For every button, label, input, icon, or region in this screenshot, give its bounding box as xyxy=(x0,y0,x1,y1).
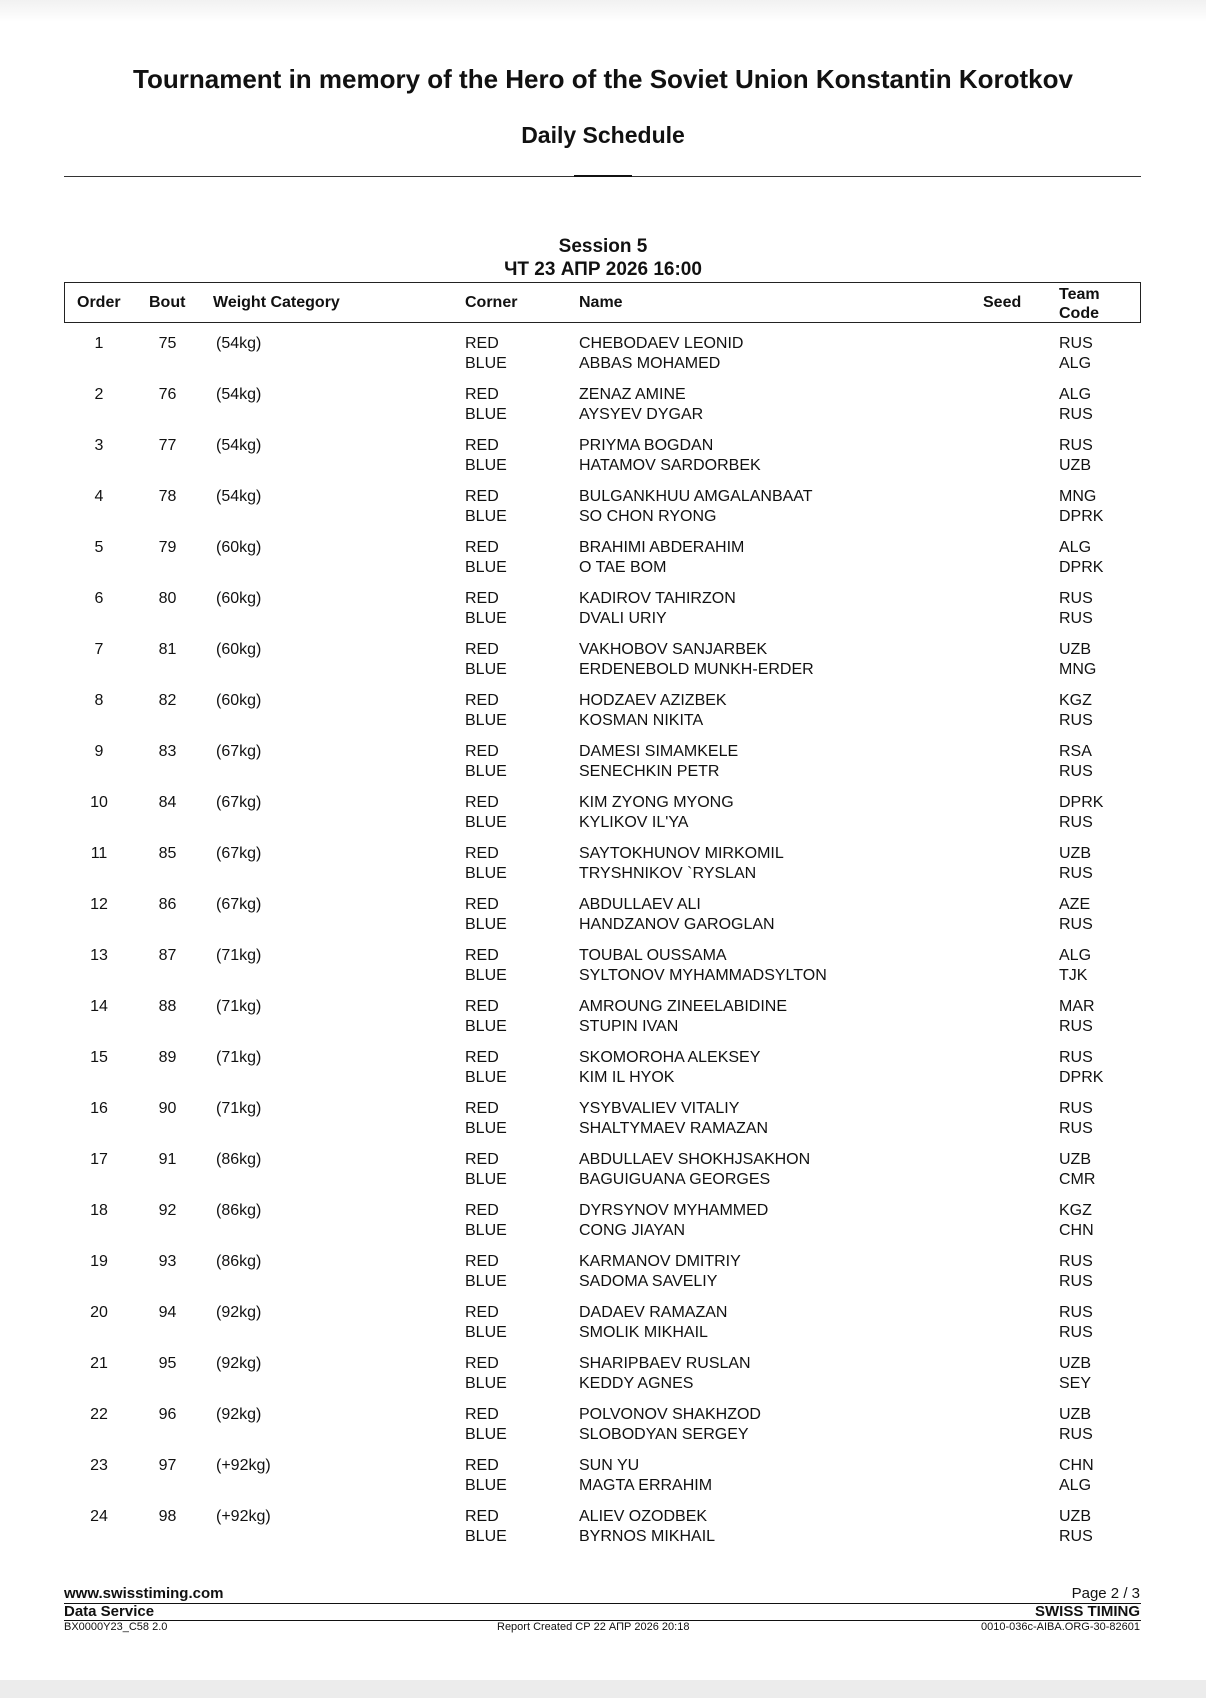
blue-team-code: ALG xyxy=(1059,355,1092,372)
red-team-code: KGZ xyxy=(1059,692,1092,709)
corner-red: RED xyxy=(465,1457,499,1474)
red-boxer-name: CHEBODAEV LEONID xyxy=(579,335,744,352)
blue-boxer-name: HANDZANOV GAROGLAN xyxy=(579,916,775,933)
footer-brand: SWISS TIMING xyxy=(1035,1603,1140,1620)
blue-team-code: UZB xyxy=(1059,457,1091,474)
column-header-weight: Weight Category xyxy=(213,294,340,311)
red-team-code: ALG xyxy=(1059,386,1092,403)
red-team-code: UZB xyxy=(1059,1151,1091,1168)
bout-number: 82 xyxy=(158,692,177,709)
corner-red: RED xyxy=(465,845,499,862)
red-boxer-name: KIM ZYONG MYONG xyxy=(579,794,734,811)
weight-category: (54kg) xyxy=(216,335,262,352)
table-row xyxy=(0,1403,1206,1454)
weight-category: (71kg) xyxy=(216,1100,262,1117)
table-row xyxy=(0,1352,1206,1403)
weight-category: (60kg) xyxy=(216,590,262,607)
red-team-code: RUS xyxy=(1059,1049,1093,1066)
weight-category: (71kg) xyxy=(216,998,262,1015)
blue-boxer-name: SMOLIK MIKHAIL xyxy=(579,1324,708,1341)
bout-order: 7 xyxy=(94,641,104,658)
bout-number: 76 xyxy=(158,386,177,403)
red-boxer-name: DADAEV RAMAZAN xyxy=(579,1304,728,1321)
bout-number: 92 xyxy=(158,1202,177,1219)
corner-blue: BLUE xyxy=(465,916,507,933)
bout-order: 6 xyxy=(94,590,104,607)
blue-boxer-name: AYSYEV DYGAR xyxy=(579,406,704,423)
table-row xyxy=(0,434,1206,485)
bout-number: 94 xyxy=(158,1304,177,1321)
bout-order: 24 xyxy=(90,1508,108,1525)
red-boxer-name: ALIEV OZODBEK xyxy=(579,1508,708,1525)
corner-red: RED xyxy=(465,1253,499,1270)
bout-number: 79 xyxy=(158,539,177,556)
bout-order: 12 xyxy=(90,896,108,913)
corner-red: RED xyxy=(465,947,499,964)
page-subtitle: Daily Schedule xyxy=(521,122,685,148)
blue-team-code: DPRK xyxy=(1059,1069,1104,1086)
blue-boxer-name: SENECHKIN PETR xyxy=(579,763,720,780)
blue-boxer-name: SLOBODYAN SERGEY xyxy=(579,1426,749,1443)
column-header-team-code xyxy=(1059,285,1100,323)
footer-url[interactable]: www.swisstiming.com xyxy=(64,1585,224,1602)
corner-blue: BLUE xyxy=(465,1171,507,1188)
blue-team-code: RUS xyxy=(1059,763,1093,780)
corner-blue: BLUE xyxy=(465,1426,507,1443)
corner-red: RED xyxy=(465,1049,499,1066)
corner-blue: BLUE xyxy=(465,814,507,831)
footer-data-service: Data Service xyxy=(64,1603,155,1620)
bout-order: 11 xyxy=(90,845,108,862)
corner-red: RED xyxy=(465,488,499,505)
bout-number: 93 xyxy=(158,1253,177,1270)
corner-blue: BLUE xyxy=(465,661,507,678)
bout-order: 1 xyxy=(94,335,104,352)
corner-red: RED xyxy=(465,794,499,811)
red-team-code: ALG xyxy=(1059,947,1092,964)
weight-category: (86kg) xyxy=(216,1151,262,1168)
corner-red: RED xyxy=(465,743,499,760)
table-row xyxy=(0,383,1206,434)
bout-order: 20 xyxy=(90,1304,108,1321)
corner-blue: BLUE xyxy=(465,1222,507,1239)
red-boxer-name: DAMESI SIMAMKELE xyxy=(579,743,739,760)
blue-boxer-name: STUPIN IVAN xyxy=(579,1018,679,1035)
corner-blue: BLUE xyxy=(465,1018,507,1035)
bout-number: 77 xyxy=(158,437,177,454)
red-boxer-name: SHARIPBAEV RUSLAN xyxy=(579,1355,751,1372)
table-row xyxy=(0,485,1206,536)
session-label: Session 5 xyxy=(558,236,648,257)
blue-boxer-name: SO CHON RYONG xyxy=(579,508,717,525)
blue-boxer-name: SHALTYMAEV RAMAZAN xyxy=(579,1120,769,1137)
blue-boxer-name: CONG JIAYAN xyxy=(579,1222,686,1239)
corner-blue: BLUE xyxy=(465,457,507,474)
corner-blue: BLUE xyxy=(465,712,507,729)
blue-boxer-name: KOSMAN NIKITA xyxy=(579,712,704,729)
blue-boxer-name: SYLTONOV MYHAMMADSYLTON xyxy=(579,967,827,984)
footer-code: BX0000Y23_C58 2.0 xyxy=(64,1621,168,1633)
bout-number: 80 xyxy=(158,590,177,607)
table-row xyxy=(0,740,1206,791)
blue-team-code: DPRK xyxy=(1059,559,1104,576)
blue-team-code: TJK xyxy=(1059,967,1088,984)
blue-boxer-name: TRYSHNIKOV `RYSLAN xyxy=(579,865,757,882)
table-row xyxy=(0,536,1206,587)
table-row xyxy=(0,1199,1206,1250)
corner-blue: BLUE xyxy=(465,763,507,780)
blue-team-code: RUS xyxy=(1059,1324,1093,1341)
corner-red: RED xyxy=(465,641,499,658)
weight-category: (71kg) xyxy=(216,1049,262,1066)
blue-team-code: RUS xyxy=(1059,865,1093,882)
bout-order: 2 xyxy=(94,386,104,403)
corner-blue: BLUE xyxy=(465,406,507,423)
blue-team-code: RUS xyxy=(1059,406,1093,423)
corner-blue: BLUE xyxy=(465,610,507,627)
table-row xyxy=(0,587,1206,638)
corner-red: RED xyxy=(465,335,499,352)
corner-red: RED xyxy=(465,998,499,1015)
bout-number: 91 xyxy=(158,1151,177,1168)
bout-number: 78 xyxy=(158,488,177,505)
bout-order: 23 xyxy=(90,1457,108,1474)
red-team-code: UZB xyxy=(1059,1355,1091,1372)
bout-order: 4 xyxy=(94,488,104,505)
blue-boxer-name: ABBAS MOHAMED xyxy=(579,355,721,372)
corner-red: RED xyxy=(465,539,499,556)
table-row xyxy=(0,1505,1206,1556)
weight-category: (67kg) xyxy=(216,794,262,811)
red-boxer-name: POLVONOV SHAKHZOD xyxy=(579,1406,761,1423)
top-shadow xyxy=(0,0,1206,22)
corner-blue: BLUE xyxy=(465,559,507,576)
column-header-name: Name xyxy=(579,294,623,311)
red-team-code: RUS xyxy=(1059,437,1093,454)
red-team-code: MAR xyxy=(1059,998,1095,1015)
page-number: Page 2 / 3 xyxy=(1071,1585,1140,1602)
blue-team-code: RUS xyxy=(1059,916,1093,933)
corner-red: RED xyxy=(465,1100,499,1117)
corner-red: RED xyxy=(465,692,499,709)
weight-category: (54kg) xyxy=(216,488,262,505)
blue-team-code: RUS xyxy=(1059,1018,1093,1035)
red-team-code: DPRK xyxy=(1059,794,1104,811)
red-boxer-name: BULGANKHUU AMGALANBAAT xyxy=(579,488,813,505)
red-team-code: RUS xyxy=(1059,590,1093,607)
bout-list xyxy=(0,332,1206,1556)
bout-number: 85 xyxy=(158,845,177,862)
blue-boxer-name: SADOMA SAVELIY xyxy=(579,1273,718,1290)
corner-blue: BLUE xyxy=(465,1375,507,1392)
red-boxer-name: KADIROV TAHIRZON xyxy=(579,590,736,607)
bout-order: 14 xyxy=(90,998,108,1015)
column-header-order: Order xyxy=(77,294,121,311)
weight-category: (86kg) xyxy=(216,1202,262,1219)
weight-category: (86kg) xyxy=(216,1253,262,1270)
weight-category: (92kg) xyxy=(216,1355,262,1372)
bout-number: 81 xyxy=(158,641,177,658)
blue-team-code: ALG xyxy=(1059,1477,1092,1494)
bout-order: 21 xyxy=(90,1355,108,1372)
blue-boxer-name: HATAMOV SARDORBEK xyxy=(579,457,761,474)
weight-category: (60kg) xyxy=(216,539,262,556)
blue-boxer-name: KEDDY AGNES xyxy=(579,1375,694,1392)
table-row xyxy=(0,944,1206,995)
blue-boxer-name: BYRNOS MIKHAIL xyxy=(579,1528,716,1545)
corner-red: RED xyxy=(465,1202,499,1219)
blue-boxer-name: KYLIKOV IL'YA xyxy=(579,814,689,831)
red-team-code: RSA xyxy=(1059,743,1092,760)
blue-team-code: SEY xyxy=(1059,1375,1092,1392)
weight-category: (92kg) xyxy=(216,1406,262,1423)
page-title: Tournament in memory of the Hero of the Soviet Union Konstantin Korotkov xyxy=(133,64,1073,94)
red-team-code: UZB xyxy=(1059,1406,1091,1423)
red-boxer-name: KARMANOV DMITRIY xyxy=(579,1253,741,1270)
red-team-code: AZE xyxy=(1059,896,1091,913)
blue-boxer-name: BAGUIGUANA GEORGES xyxy=(579,1171,771,1188)
blue-team-code: RUS xyxy=(1059,1426,1093,1443)
bout-order: 8 xyxy=(94,692,104,709)
red-boxer-name: TOUBAL OUSSAMA xyxy=(579,947,727,964)
weight-category: (54kg) xyxy=(216,386,262,403)
red-team-code: RUS xyxy=(1059,1253,1093,1270)
bout-number: 89 xyxy=(158,1049,177,1066)
corner-red: RED xyxy=(465,896,499,913)
red-team-code: UZB xyxy=(1059,845,1091,862)
table-row xyxy=(0,1250,1206,1301)
blue-team-code: RUS xyxy=(1059,610,1093,627)
bout-number: 90 xyxy=(158,1100,177,1117)
bout-order: 15 xyxy=(90,1049,108,1066)
red-team-code: RUS xyxy=(1059,335,1093,352)
red-boxer-name: PRIYMA BOGDAN xyxy=(579,437,714,454)
blue-team-code: DPRK xyxy=(1059,508,1104,525)
table-row xyxy=(0,332,1206,383)
blue-team-code: CHN xyxy=(1059,1222,1094,1239)
corner-red: RED xyxy=(465,386,499,403)
header-divider-mark xyxy=(574,175,632,177)
bout-order: 16 xyxy=(90,1100,108,1117)
bout-order: 18 xyxy=(90,1202,108,1219)
footer-divider xyxy=(64,1603,1141,1604)
weight-category: (67kg) xyxy=(216,845,262,862)
corner-red: RED xyxy=(465,1355,499,1372)
red-boxer-name: DYRSYNOV MYHAMMED xyxy=(579,1202,769,1219)
table-row xyxy=(0,1454,1206,1505)
table-row xyxy=(0,995,1206,1046)
table-row xyxy=(0,1148,1206,1199)
corner-red: RED xyxy=(465,1508,499,1525)
weight-category: (92kg) xyxy=(216,1304,262,1321)
blue-boxer-name: O TAE BOM xyxy=(579,559,667,576)
corner-red: RED xyxy=(465,1151,499,1168)
corner-red: RED xyxy=(465,1304,499,1321)
blue-team-code: RUS xyxy=(1059,1528,1093,1545)
table-row xyxy=(0,893,1206,944)
red-boxer-name: YSYBVALIEV VITALIY xyxy=(579,1100,740,1117)
bout-number: 86 xyxy=(158,896,177,913)
column-header-team-line2: Code xyxy=(1059,305,1099,322)
column-header-team-line1: Team xyxy=(1059,286,1100,303)
bout-order: 10 xyxy=(90,794,108,811)
blue-team-code: RUS xyxy=(1059,814,1093,831)
weight-category: (+92kg) xyxy=(216,1508,271,1525)
blue-boxer-name: ERDENEBOLD MUNKH-ERDER xyxy=(579,661,814,678)
corner-blue: BLUE xyxy=(465,355,507,372)
bout-order: 19 xyxy=(90,1253,108,1270)
bout-number: 84 xyxy=(158,794,177,811)
red-boxer-name: SAYTOKHUNOV MIRKOMIL xyxy=(579,845,784,862)
red-team-code: RUS xyxy=(1059,1100,1093,1117)
table-row xyxy=(0,1046,1206,1097)
corner-blue: BLUE xyxy=(465,1120,507,1137)
weight-category: (60kg) xyxy=(216,692,262,709)
weight-category: (67kg) xyxy=(216,896,262,913)
red-boxer-name: ZENAZ AMINE xyxy=(579,386,686,403)
corner-blue: BLUE xyxy=(465,1069,507,1086)
table-row xyxy=(0,791,1206,842)
corner-blue: BLUE xyxy=(465,508,507,525)
footer-report-created: Report Created СР 22 АПР 2026 20:18 xyxy=(497,1621,690,1633)
corner-blue: BLUE xyxy=(465,967,507,984)
table-header xyxy=(64,282,1141,323)
blue-team-code: MNG xyxy=(1059,661,1097,678)
bout-number: 83 xyxy=(158,743,177,760)
bout-order: 17 xyxy=(90,1151,108,1168)
blue-team-code: RUS xyxy=(1059,1120,1093,1137)
red-team-code: MNG xyxy=(1059,488,1097,505)
bout-number: 87 xyxy=(158,947,177,964)
blue-boxer-name: MAGTA ERRAHIM xyxy=(579,1477,713,1494)
red-team-code: ALG xyxy=(1059,539,1092,556)
red-boxer-name: SKOMOROHA ALEKSEY xyxy=(579,1049,761,1066)
weight-category: (+92kg) xyxy=(216,1457,271,1474)
table-row xyxy=(0,1301,1206,1352)
bout-number: 95 xyxy=(158,1355,177,1372)
bout-order: 13 xyxy=(90,947,108,964)
table-row xyxy=(0,638,1206,689)
bout-number: 88 xyxy=(158,998,177,1015)
red-boxer-name: AMROUNG ZINEELABIDINE xyxy=(579,998,788,1015)
column-header-seed: Seed xyxy=(983,294,1022,311)
blue-team-code: RUS xyxy=(1059,1273,1093,1290)
corner-red: RED xyxy=(465,590,499,607)
bout-number: 97 xyxy=(158,1457,177,1474)
corner-blue: BLUE xyxy=(465,865,507,882)
table-row xyxy=(0,1097,1206,1148)
corner-blue: BLUE xyxy=(465,1273,507,1290)
column-header-corner: Corner xyxy=(465,294,518,311)
red-boxer-name: BRAHIMI ABDERAHIM xyxy=(579,539,745,556)
red-team-code: UZB xyxy=(1059,641,1091,658)
weight-category: (67kg) xyxy=(216,743,262,760)
corner-red: RED xyxy=(465,437,499,454)
weight-category: (71kg) xyxy=(216,947,262,964)
red-boxer-name: SUN YU xyxy=(579,1457,640,1474)
bout-order: 3 xyxy=(94,437,104,454)
bout-number: 96 xyxy=(158,1406,177,1423)
bout-number: 98 xyxy=(158,1508,177,1525)
blue-team-code: CMR xyxy=(1059,1171,1096,1188)
corner-red: RED xyxy=(465,1406,499,1423)
session-datetime: ЧТ 23 АПР 2026 16:00 xyxy=(504,259,702,280)
bout-order: 22 xyxy=(90,1406,108,1423)
bout-order: 5 xyxy=(94,539,104,556)
corner-blue: BLUE xyxy=(465,1528,507,1545)
bout-number: 75 xyxy=(158,335,177,352)
weight-category: (54kg) xyxy=(216,437,262,454)
table-row xyxy=(0,689,1206,740)
column-header-bout: Bout xyxy=(149,294,186,311)
red-boxer-name: ABDULLAEV ALI xyxy=(579,896,701,913)
red-team-code: UZB xyxy=(1059,1508,1091,1525)
red-boxer-name: VAKHOBOV SANJARBEK xyxy=(579,641,768,658)
red-team-code: KGZ xyxy=(1059,1202,1092,1219)
red-boxer-name: HODZAEV AZIZBEK xyxy=(579,692,727,709)
red-team-code: RUS xyxy=(1059,1304,1093,1321)
weight-category: (60kg) xyxy=(216,641,262,658)
red-team-code: CHN xyxy=(1059,1457,1094,1474)
footer-reference: 0010-036c-AIBA.ORG-30-82601 xyxy=(981,1621,1140,1633)
corner-blue: BLUE xyxy=(465,1324,507,1341)
blue-team-code: RUS xyxy=(1059,712,1093,729)
red-boxer-name: ABDULLAEV SHOKHJSAKHON xyxy=(579,1151,811,1168)
corner-blue: BLUE xyxy=(465,1477,507,1494)
blue-boxer-name: DVALI URIY xyxy=(579,610,667,627)
blue-boxer-name: KIM IL HYOK xyxy=(579,1069,675,1086)
bout-order: 9 xyxy=(94,743,104,760)
table-row xyxy=(0,842,1206,893)
